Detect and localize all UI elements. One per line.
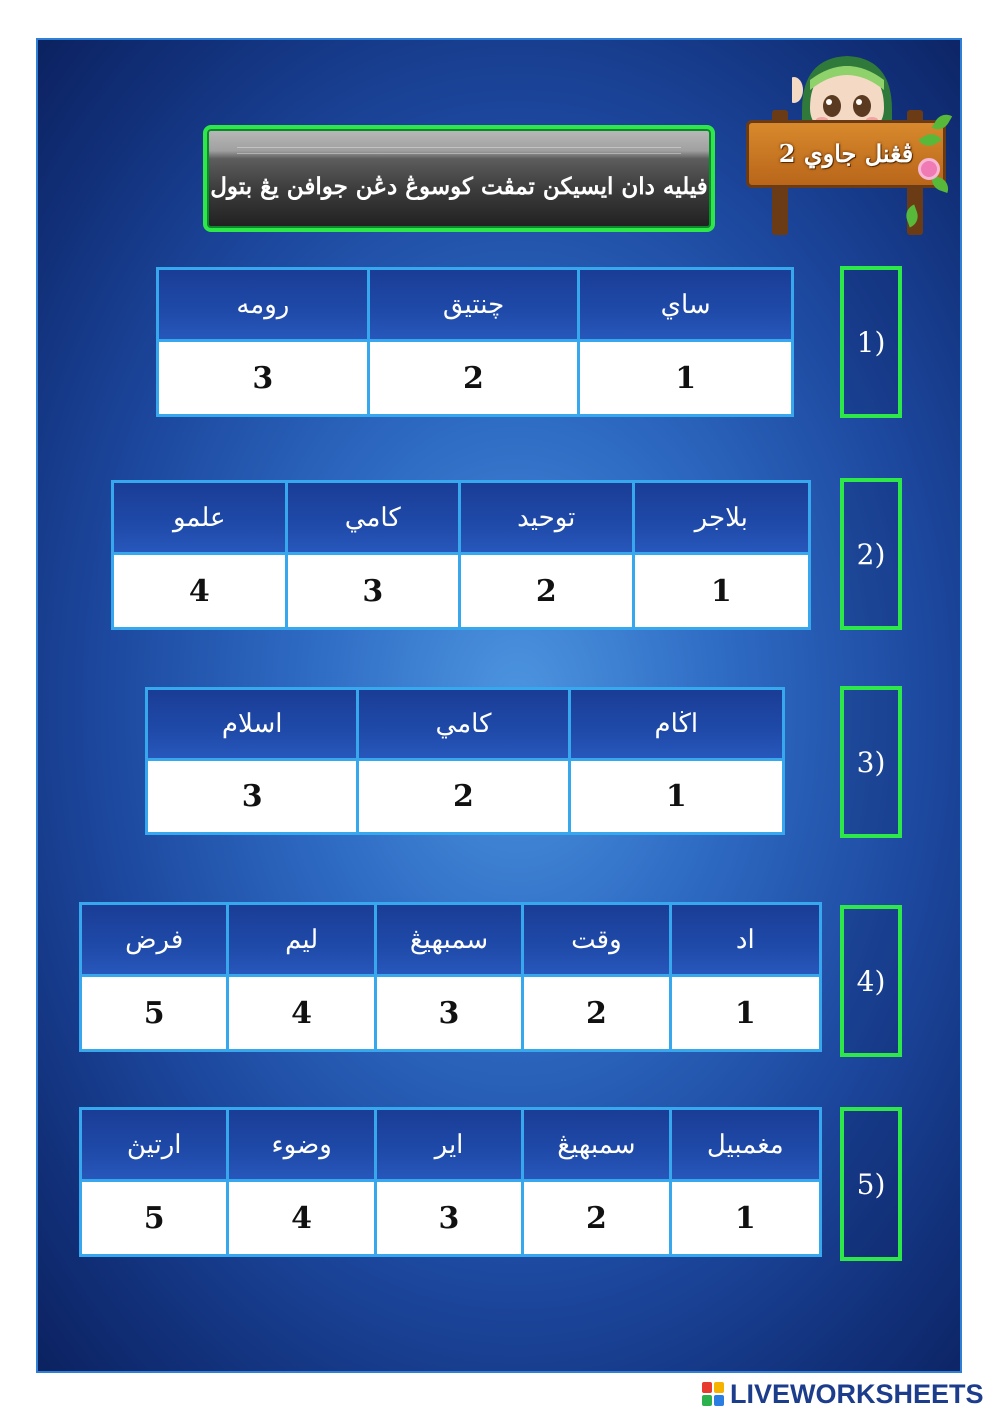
- word-tile[interactable]: كامي: [288, 483, 462, 555]
- answer-slot[interactable]: 3: [377, 1182, 524, 1254]
- liveworksheets-brand[interactable]: [702, 1378, 997, 1410]
- word-tile[interactable]: سمبهيڠ: [524, 1110, 671, 1182]
- question-number: 2): [840, 478, 902, 630]
- word-tile[interactable]: ليم: [229, 905, 376, 977]
- answer-slot[interactable]: 3: [148, 761, 359, 832]
- answer-slot[interactable]: 5: [82, 1182, 229, 1254]
- liveworksheets-logo-icon: [702, 1382, 724, 1406]
- instruction-text: فيليه دان ايسيكن تمڤت كوسوڠ دڠن جوافن يڠ بتول: [210, 173, 708, 200]
- answer-slot[interactable]: 1: [571, 761, 782, 832]
- word-tile[interactable]: كامي: [359, 690, 570, 761]
- word-tile[interactable]: بلاجر: [635, 483, 809, 555]
- answer-slot[interactable]: 4: [114, 555, 288, 627]
- answer-slot[interactable]: 3: [159, 342, 370, 414]
- word-tile[interactable]: ارتيڽ: [82, 1110, 229, 1182]
- word-tile[interactable]: مغمبيل: [672, 1110, 819, 1182]
- answer-slot[interactable]: 2: [524, 977, 671, 1049]
- word-tile[interactable]: اڬام: [571, 690, 782, 761]
- word-tile[interactable]: ساي: [580, 270, 791, 342]
- question-number: 1): [840, 266, 902, 418]
- answer-slot[interactable]: 3: [288, 555, 462, 627]
- answer-slot[interactable]: 1: [635, 555, 809, 627]
- answer-slot[interactable]: 2: [359, 761, 570, 832]
- word-tile[interactable]: چنتيق: [370, 270, 581, 342]
- question-table: [79, 1107, 822, 1257]
- answer-slot[interactable]: 4: [229, 1182, 376, 1254]
- word-tile[interactable]: سمبهيڠ: [377, 905, 524, 977]
- sign-label: ڤڠنل جاوي 2: [778, 139, 914, 168]
- word-tile[interactable]: وضوء: [229, 1110, 376, 1182]
- answer-slot[interactable]: 1: [672, 977, 819, 1049]
- sign-board: [746, 120, 946, 188]
- answer-slot[interactable]: 4: [229, 977, 376, 1049]
- question-table: [156, 267, 794, 417]
- word-tile[interactable]: فرض: [82, 905, 229, 977]
- worksheet: [36, 38, 962, 1373]
- question-table: [111, 480, 811, 630]
- answer-slot[interactable]: 1: [580, 342, 791, 414]
- word-tile[interactable]: توحيد: [461, 483, 635, 555]
- answer-slot[interactable]: 2: [370, 342, 581, 414]
- word-tile[interactable]: اد: [672, 905, 819, 977]
- question-number: 4): [840, 905, 902, 1057]
- answer-slot[interactable]: 2: [524, 1182, 671, 1254]
- flower-icon: [918, 158, 940, 180]
- question-number: 3): [840, 686, 902, 838]
- word-tile[interactable]: اير: [377, 1110, 524, 1182]
- question-table: [79, 902, 822, 1052]
- answer-slot[interactable]: 5: [82, 977, 229, 1049]
- word-tile[interactable]: اسلام: [148, 690, 359, 761]
- signpost-illustration: [742, 50, 957, 235]
- question-number: 5): [840, 1107, 902, 1261]
- brand-text: LIVEWORKSHEETS: [730, 1378, 984, 1409]
- answer-slot[interactable]: 2: [461, 555, 635, 627]
- answer-slot[interactable]: 1: [672, 1182, 819, 1254]
- title-banner: [203, 125, 715, 232]
- word-tile[interactable]: رومه: [159, 270, 370, 342]
- word-tile[interactable]: وقت: [524, 905, 671, 977]
- answer-slot[interactable]: 3: [377, 977, 524, 1049]
- word-tile[interactable]: علمو: [114, 483, 288, 555]
- question-table: [145, 687, 785, 835]
